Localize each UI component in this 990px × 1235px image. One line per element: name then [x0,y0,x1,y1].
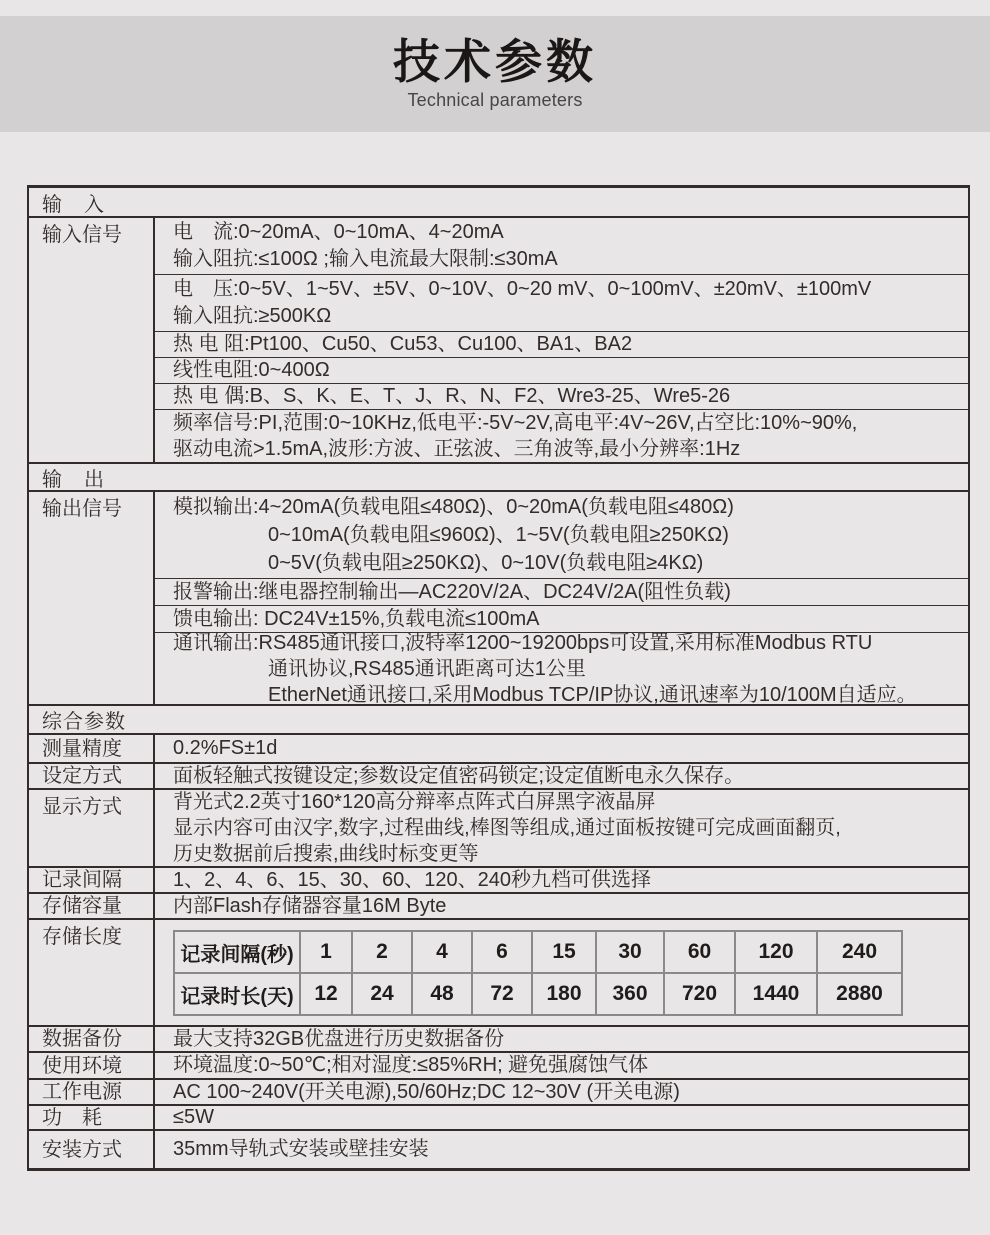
row-label-power-consumption: 功 耗 [29,1106,155,1129]
output-signal-content [155,492,968,704]
row-environment [29,1051,968,1078]
spec-line: 驱动电流>1.5mA,波形:方波、正弦波、三角波等,最小分辨率:1Hz [173,438,741,460]
spec-line: 模拟输出:4~20mA(负载电阻≤480Ω)、0~20mA(负载电阻≤480Ω) [173,496,734,518]
row-display [29,788,968,866]
row-power-consumption [29,1104,968,1129]
row-storage-capacity [29,892,968,918]
storage-duration-cell: 2880 [817,973,902,1015]
storage-interval-cell: 60 [664,931,735,973]
storage-interval-cell: 120 [735,931,817,973]
spec-line: 输入阻抗:≤100Ω ;输入电流最大限制:≤30mA [173,248,558,270]
sub-setting [155,764,968,788]
row-label-setting: 设定方式 [29,764,155,788]
row-label-backup: 数据备份 [29,1027,155,1051]
section-row-general [29,704,968,733]
spec-line: ≤5W [173,1106,214,1128]
row-label-power-supply: 工作电源 [29,1080,155,1104]
spec-line: 热 电 阻:Pt100、Cu50、Cu53、Cu100、BA1、BA2 [173,333,633,355]
spec-line: 热 电 偶:B、S、K、E、T、J、R、N、F2、Wre3-25、Wre5-26 [173,385,731,407]
spec-line: 历史数据前后搜索,曲线时标变更等 [173,843,479,865]
sub-current [155,218,968,274]
row-label-accuracy: 测量精度 [29,735,155,762]
sub-record-interval [155,868,968,892]
section-row-output [29,462,968,490]
row-label-display: 显示方式 [29,790,155,866]
row-record-interval [29,866,968,892]
row-label-environment: 使用环境 [29,1053,155,1078]
row-label-storage-capacity: 存储容量 [29,894,155,918]
storage-length-table [173,930,903,1016]
storage-duration-cell: 360 [596,973,664,1015]
spec-line: 频率信号:PI,范围:0~10KHz,低电平:-5V~2V,高电平:4V~26V,占空比:10%~90%, [173,412,858,434]
spec-line: EtherNet通讯接口,采用Modbus TCP/IP协议,通讯速率为10/100M自适应。 [268,683,917,706]
title-banner [0,16,990,132]
storage-duration-cell: 24 [352,973,412,1015]
spec-line: 35mm导轨式安装或壁挂安装 [173,1138,429,1160]
storage-interval-row [174,931,902,973]
storage-interval-cell: 30 [596,931,664,973]
row-output-signal [29,490,968,704]
sub-installation [155,1131,968,1168]
storage-duration-cell: 1440 [735,973,817,1015]
storage-duration-cell: 12 [300,973,352,1015]
row-installation [29,1129,968,1168]
spec-line: 0.2%FS±1d [173,737,278,759]
spec-line: 报警输出:继电器控制输出—AC220V/2A、DC24V/2A(阻性负载) [173,580,731,603]
sub-frequency [155,409,968,462]
spec-line: 馈电输出: DC24V±15%,负载电流≤100mA [173,607,540,630]
spec-line: 0~5V(负载电阻≥250KΩ)、0~10V(负载电阻≥4KΩ) [268,552,704,574]
spec-line: 1、2、4、6、15、30、60、120、240秒九档可供选择 [173,868,651,891]
sub-power-supply [155,1080,968,1104]
sub-rtd [155,331,968,357]
sub-environment [155,1053,968,1078]
storage-duration-cell: 48 [412,973,472,1015]
row-label-record-interval: 记录间隔 [29,868,155,892]
section-label-input: 输 入 [42,193,105,216]
spec-line: 线性电阻:0~400Ω [173,359,330,381]
spec-line: 最大支持32GB优盘进行历史数据备份 [173,1027,505,1050]
sub-feed-output [155,605,968,632]
spec-line: 0~10mA(负载电阻≤960Ω)、1~5V(负载电阻≥250KΩ) [268,524,729,546]
storage-duration-cell: 720 [664,973,735,1015]
spec-line: 通讯协议,RS485通讯距离可达1公里 [268,657,586,680]
sub-linear-resistance [155,357,968,383]
section-label-general: 综合参数 [42,711,126,733]
row-backup [29,1025,968,1051]
spec-line: 内部Flash存储器容量16M Byte [173,894,447,917]
spec-line: 电 压:0~5V、1~5V、±5V、0~10V、0~20 mV、0~100mV、±20mV、±100mV [173,278,872,300]
row-label-output-signal: 输出信号 [29,492,155,704]
row-accuracy [29,733,968,762]
storage-interval-cell: 6 [472,931,532,973]
spec-line: 显示内容可由汉字,数字,过程曲线,棒图等组成,通过面板按键可完成画面翻页, [173,817,841,839]
sub-power-consumption [155,1106,968,1129]
row-storage-length [29,918,968,1025]
storage-interval-label: 记录间隔(秒) [174,931,300,973]
sub-accuracy [155,735,968,762]
storage-duration-label: 记录时长(天) [174,973,300,1015]
storage-interval-cell: 4 [412,931,472,973]
sub-alarm-output [155,578,968,605]
sub-thermocouple [155,383,968,409]
page-subtitle: Technical parameters [407,89,583,110]
row-label-input-signal: 输入信号 [29,218,155,462]
spec-line: AC 100~240V(开关电源),50/60Hz;DC 12~30V (开关电源) [173,1080,680,1103]
storage-interval-cell: 1 [300,931,352,973]
row-power-supply [29,1078,968,1104]
page-title: 技术参数 [393,35,597,89]
storage-length-table-wrap [155,920,968,1016]
sub-backup [155,1027,968,1051]
spec-line: 背光式2.2英寸160*120高分辩率点阵式白屏黑字液晶屏 [173,791,656,813]
sub-voltage [155,274,968,331]
section-label-output: 输 出 [42,468,105,491]
input-signal-content [155,218,968,462]
storage-duration-row [174,973,902,1015]
storage-interval-cell: 15 [532,931,596,973]
storage-interval-cell: 240 [817,931,902,973]
spec-line: 输入阻抗:≥500KΩ [173,305,332,327]
sub-comm-output [155,632,968,704]
sub-analog-output [155,492,968,578]
row-input-signal [29,216,968,462]
sub-display [155,790,968,866]
row-setting [29,762,968,788]
storage-duration-cell: 72 [472,973,532,1015]
storage-interval-cell: 2 [352,931,412,973]
spec-table [27,185,970,1171]
row-label-installation: 安装方式 [29,1131,155,1168]
section-row-input [29,188,968,216]
spec-line: 环境温度:0~50℃;相对湿度:≤85%RH; 避免强腐蚀气体 [173,1054,649,1076]
spec-line: 面板轻触式按键设定;参数设定值密码锁定;设定值断电永久保存。 [173,764,745,787]
spec-line: 电 流:0~20mA、0~10mA、4~20mA [173,221,504,243]
storage-duration-cell: 180 [532,973,596,1015]
spec-line: 通讯输出:RS485通讯接口,波特率1200~19200bps可设置,采用标准Modbus RTU [173,631,873,654]
row-label-storage-length: 存储长度 [29,920,155,1025]
sub-storage-capacity [155,894,968,918]
